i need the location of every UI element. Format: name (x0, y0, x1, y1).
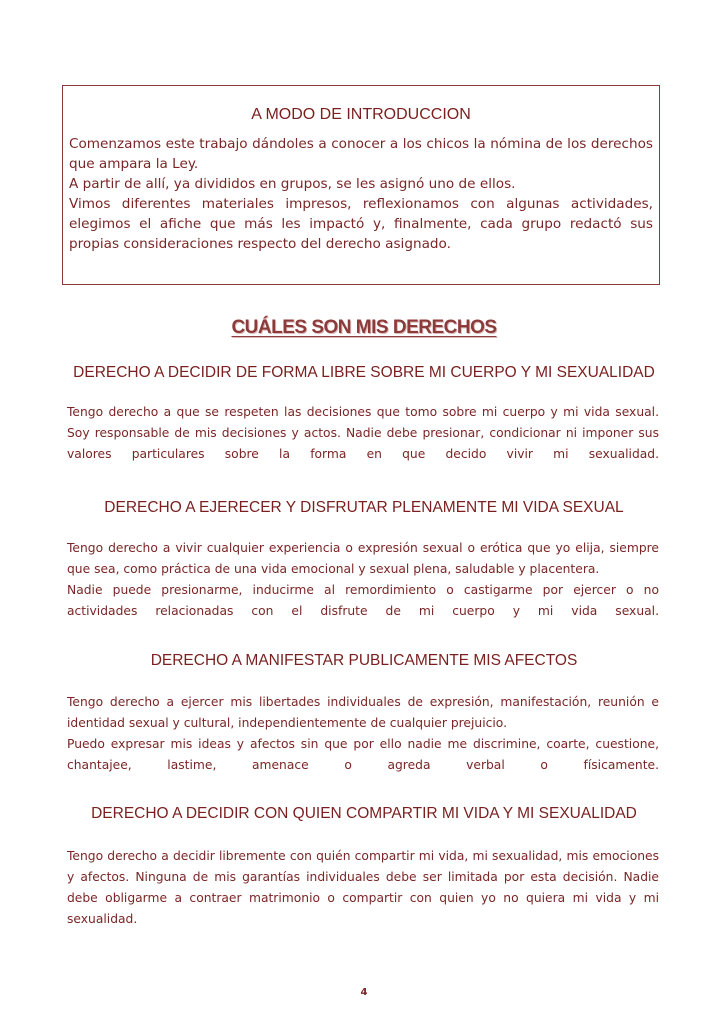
section-body (67, 846, 659, 930)
section-paragraph: Puedo expresar mis ideas y afectos sin que por ello nadie me discrimine, coarte, cuestione, chantajee, lastime, amenace o agreda verbal o físicamente. (67, 737, 659, 772)
section-body (67, 692, 659, 776)
page-title: CUÁLES SON MIS DERECHOS (231, 317, 497, 338)
introduction-title: A MODO DE INTRODUCCION (251, 106, 471, 123)
section-paragraph: Tengo derecho a vivir cualquier experiencia o expresión sexual o erótica que yo elija, siempre que sea, como práctica de una vida emocional y sexual plena, saludable y placentera. (67, 541, 659, 576)
section-body (67, 402, 659, 465)
section-paragraph: Tengo derecho a que se respeten las decisiones que tomo sobre mi cuerpo y mi vida sexual. Soy responsable de mis decisiones y actos. Nadie debe presionar, condicionar ni imponer sus valores particulares sobre la forma en que decido vivir mi sexualidad. (67, 405, 659, 461)
section-paragraph: Tengo derecho a decidir libremente con quién compartir mi vida, mi sexualidad, mis emociones y afectos. Ninguna de mis garantías individuales debe ser limitada por esta decisión. Nadie debe obligarme a contraer matrimonio o compartir con quien yo no quiera mi vida y mi sexualidad. (67, 849, 659, 926)
section-title: DERECHO A DECIDIR DE FORMA LIBRE SOBRE MI CUERPO Y MI SEXUALIDAD (73, 364, 655, 381)
introduction-paragraph: Vimos diferentes materiales impresos, reflexionamos con algunas actividades, elegimos el afiche que más les impactó y, finalmente, cada grupo redactó sus propias consideraciones respecto del derecho asignado. (69, 196, 653, 252)
section-paragraph: Nadie puede presionarme, inducirme al remordimiento o castigarme por ejercer o no actividades relacionadas con el disfrute de mi cuerpo y mi vida sexual. (67, 583, 659, 618)
section-title: DERECHO A EJERECER Y DISFRUTAR PLENAMENTE MI VIDA SEXUAL (104, 499, 624, 516)
introduction-paragraph: Comenzamos este trabajo dándoles a conocer a los chicos la nómina de los derechos que ampara la Ley. (69, 136, 653, 172)
page-number: 4 (360, 987, 368, 998)
section-body (67, 538, 659, 622)
section-paragraph: Tengo derecho a ejercer mis libertades individuales de expresión, manifestación, reunión e identidad sexual y cultural, independientemente de cualquier prejuicio. (67, 695, 659, 730)
introduction-paragraph: A partir de allí, ya divididos en grupos, se les asignó uno de ellos. (69, 176, 516, 192)
introduction-box (62, 85, 660, 285)
section-title: DERECHO A MANIFESTAR PUBLICAMENTE MIS AFECTOS (150, 652, 578, 669)
section-title: DERECHO A DECIDIR CON QUIEN COMPARTIR MI VIDA Y MI SEXUALIDAD (91, 805, 637, 822)
